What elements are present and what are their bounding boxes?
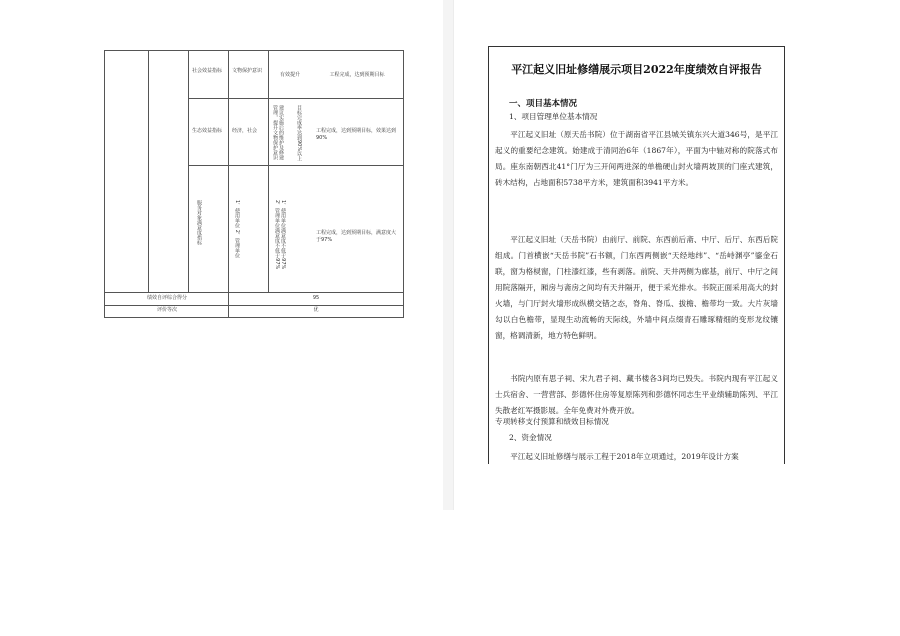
row3-result: 工程完成，达到预期目标，满意度大于97% bbox=[316, 230, 397, 243]
paragraph-2: 平江起义旧址（天岳书院）由前厅、前院、东西前后斋、中厅、后厅、东西后院组成。门首横嵌“天岳书院”石书额，门东西两侧嵌“天经地纬”、“岳峙渊亭”鎏金石联，窗为格棂窗，门柱漆红漆，些有剥落。前院、天井两侧为廊基，前厅、中厅之间用院落隔开，厢房与斋房之间均有天井隔开，便于采光排水。书院正面采用高大的封火墙，与门厅封火墙形成纵横交错之态，脊角、脊瓜、拔檐、檐带均一致。大片灰墙勾以白色檐带，显现生动流畅的天际线，外墙中间点缀青石雕琢精细的变形龙纹镶窗，格调清新，地方特色鲜明。 bbox=[495, 235, 778, 340]
paragraph-4: 专项转移支付预算和绩效目标情况 bbox=[495, 417, 609, 426]
row1-target: 有效提升 bbox=[279, 72, 300, 78]
grade-label: 评价等次 bbox=[156, 307, 177, 313]
paragraph-3: 书院内原有思子祠、宋九君子祠、藏书楼各3间均已毁失。书院内现有平江起义士兵宿舍、一营营部、彭德怀住房等复原陈列和彭德怀同志生平业绩辅助陈列、平江失散老红军摄影展。全年免费对外费开放。 bbox=[495, 374, 778, 415]
page-gutter bbox=[443, 0, 453, 510]
row1-result: 工程完成，达到预期目标 bbox=[329, 72, 385, 78]
row1-indicator: 社会效益指标 bbox=[192, 68, 223, 74]
row2-target-a: 建议实施后的维护及修建管理，提升文物保护意识 bbox=[272, 105, 284, 160]
row2-item: 经济，社会 bbox=[232, 128, 258, 134]
section-heading-1: 一、项目基本情况 bbox=[509, 99, 578, 109]
row2-result: 工程完成，达到预期目标，效果达到90% bbox=[316, 128, 397, 141]
row3-item: 1、使用单位 2、管理单位 bbox=[234, 200, 240, 258]
paragraph-5: 平江起义旧址修缮与展示工程于2018年立项通过，2019年设计方案 bbox=[510, 452, 739, 461]
report-title: 平江起义旧址修缮展示项目2022年度绩效自评报告 bbox=[511, 63, 762, 76]
subheading-2: 2、资金情况 bbox=[509, 433, 552, 442]
paragraph-1: 平江起义旧址（原天岳书院）位于湖南省平江县城关镇东兴大道346号，是平江起义的重要纪念建筑。始建成于清同治6年（1867年），平面为中轴对称的院落式布局。座东南朝西北41°门厅为三开间两进深的单檐硬山封火墙两坡顶的门座式建筑，砖木结构，占地面积5738平方米，建筑面积3941平方米。 bbox=[495, 130, 778, 187]
performance-table bbox=[104, 50, 404, 318]
grade-value: 优 bbox=[313, 307, 319, 313]
row2-indicator: 生态效益指标 bbox=[192, 128, 223, 134]
score-value: 95 bbox=[312, 295, 320, 301]
row3-indicator: 服务对象满意度指标 bbox=[196, 200, 202, 245]
subheading-1: 1、项目管理单位基本情况 bbox=[509, 112, 598, 121]
row3-target: 1、使用单位满意度不低于97% 2、管理单位满意度不低于97% bbox=[274, 200, 286, 270]
row1-item: 文物保护意识 bbox=[232, 68, 263, 74]
score-label: 绩效自评综合得分 bbox=[146, 295, 187, 301]
row2-target-b: 目标完成率达到90%以上 bbox=[296, 105, 302, 162]
